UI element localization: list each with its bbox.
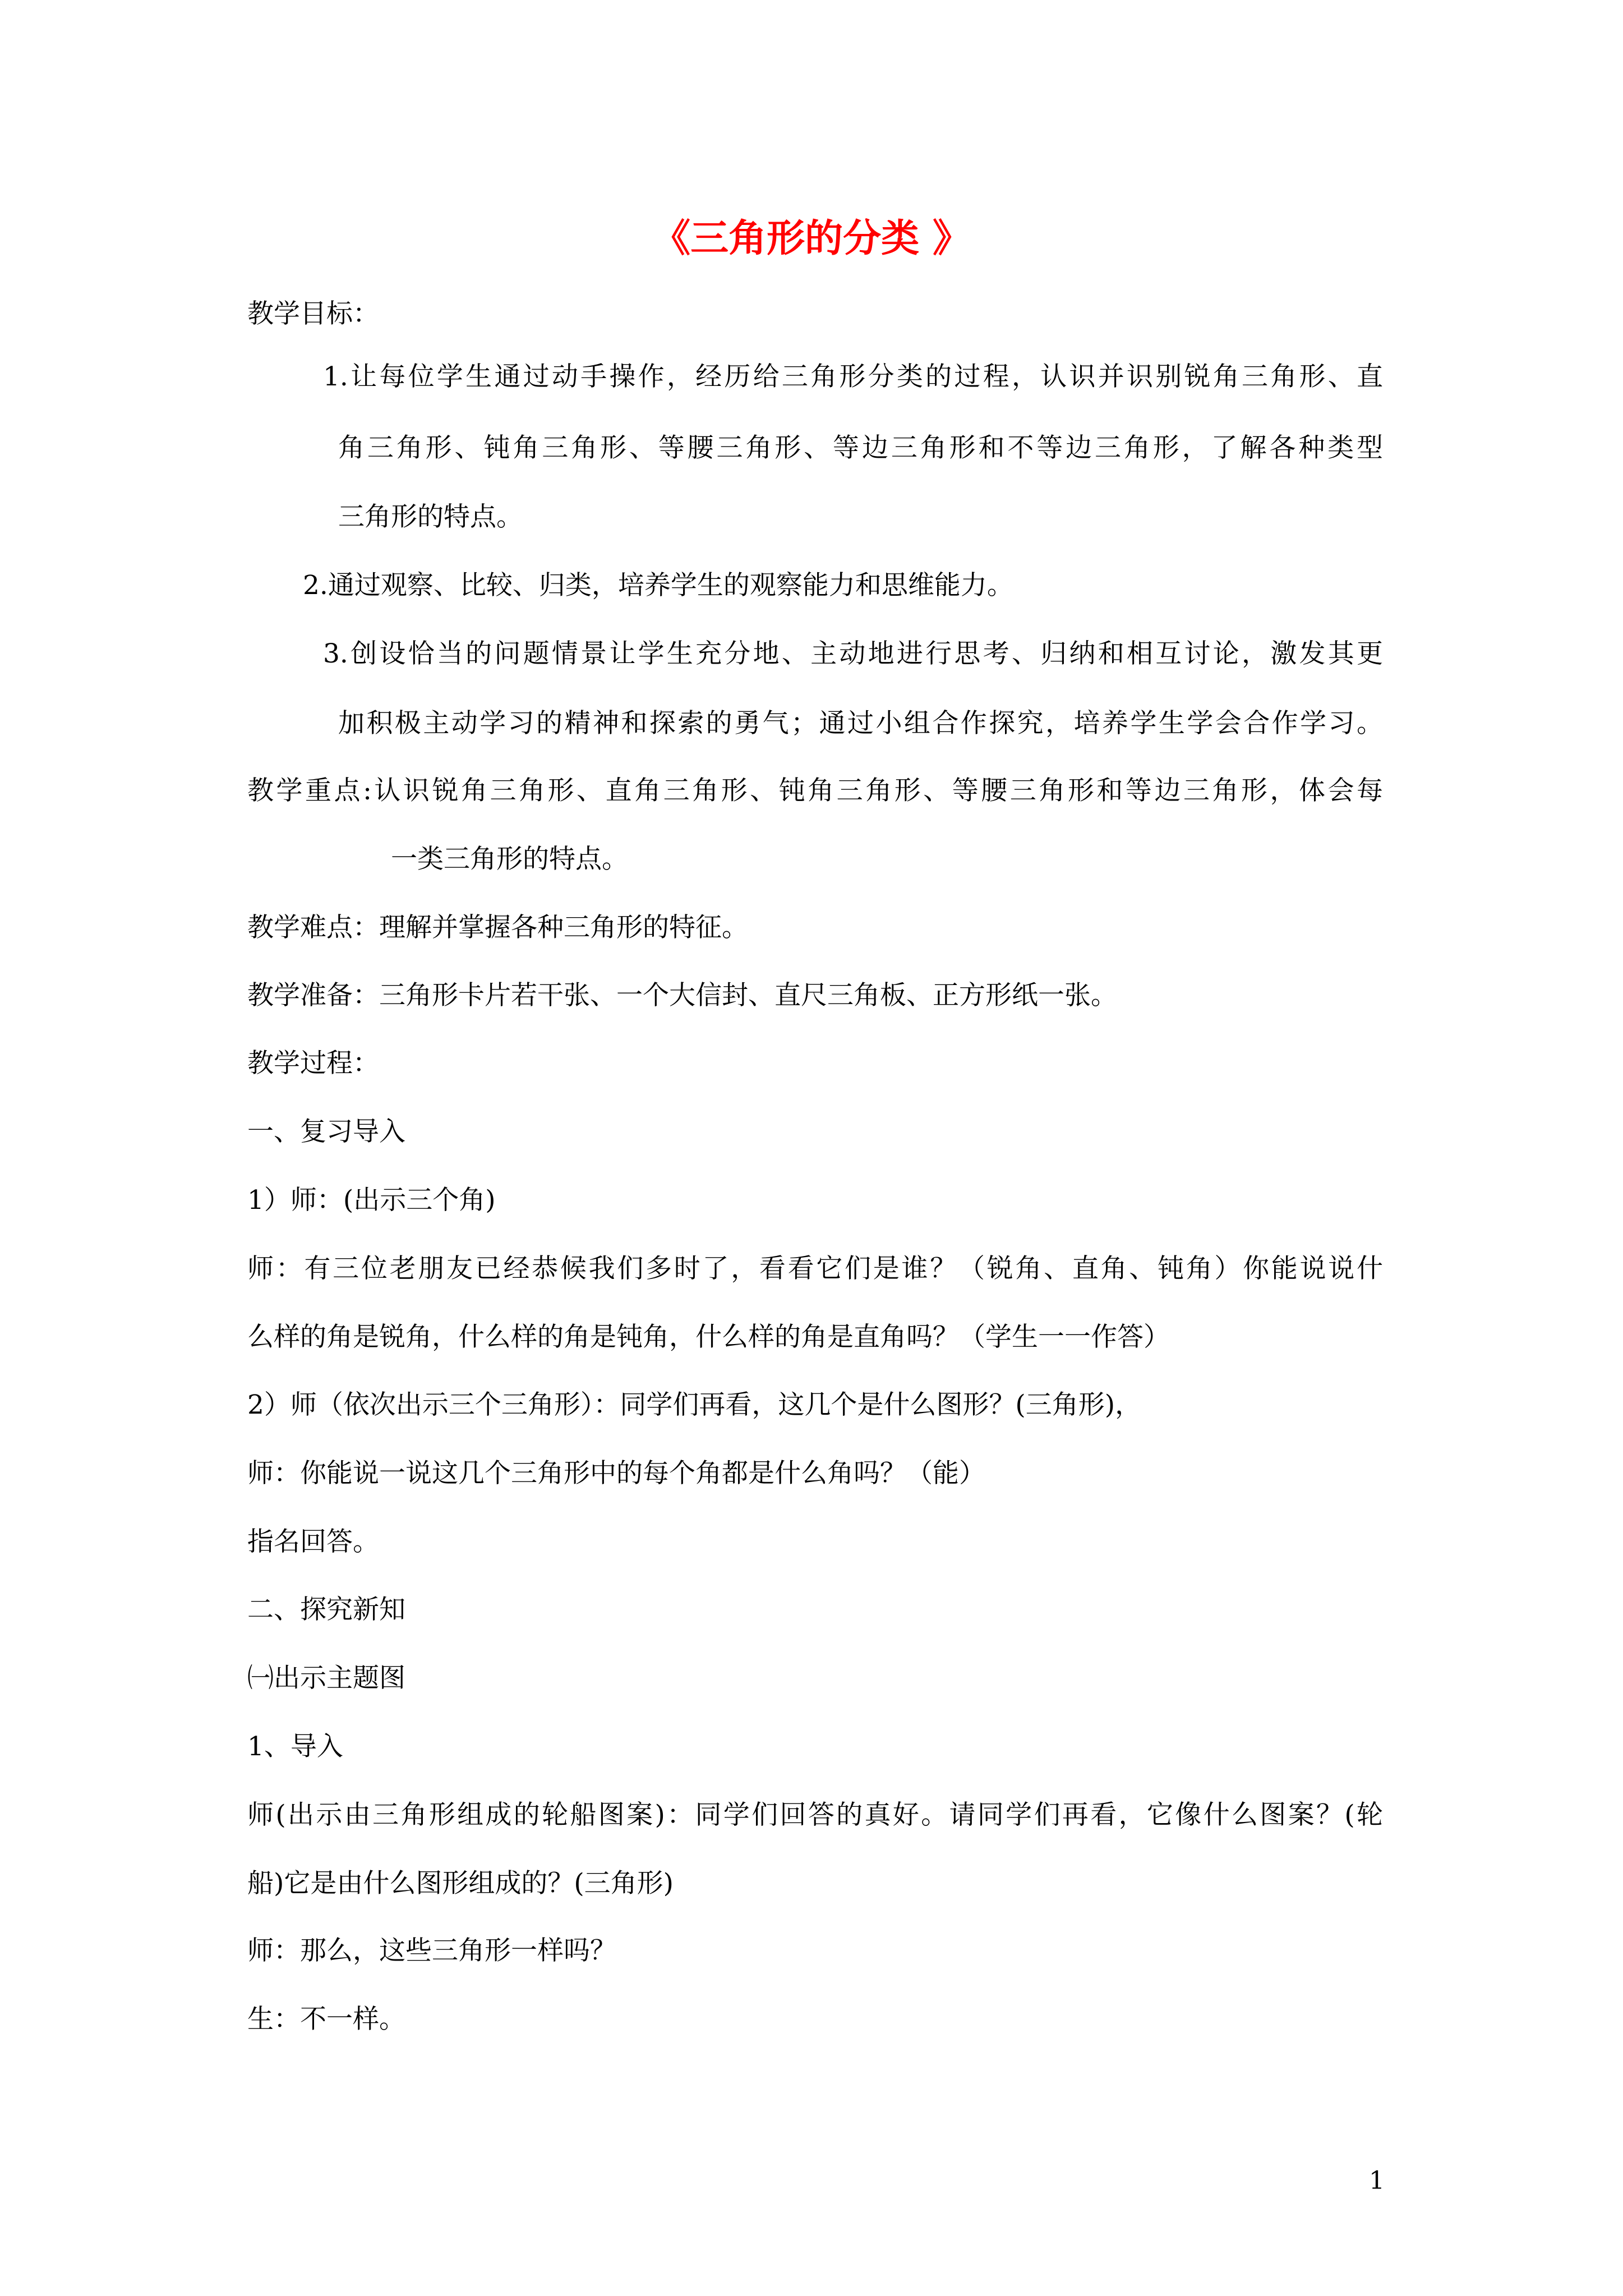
preparation: 教学准备：三角形卡片若干张、一个大信封、直尺三角板、正方形纸一张。 <box>247 980 1117 1011</box>
goal-2: 2.通过观察、比较、归类，培养学生的观察能力和思维能力。 <box>303 570 1013 601</box>
document-title: 《三角形的分类 》 <box>652 216 971 261</box>
goal-3-line-2: 加积极主动学习的精神和探索的勇气；通过小组合作探究，培养学生学会合作学习。 <box>338 708 1383 739</box>
goal-1-line-1: 1.让每位学生通过动手操作，经历给三角形分类的过程，认识并识别锐角三角形、直 <box>323 361 1383 392</box>
goal-1-line-3: 三角形的特点。 <box>338 501 523 532</box>
page-number: 1 <box>1369 2166 1385 2195</box>
goals-heading: 教学目标： <box>247 298 379 329</box>
key-points-line-2: 一类三角形的特点。 <box>391 844 628 875</box>
section-1-item-2: 2）师（依次出示三个三角形）：同学们再看，这几个是什么图形？(三角形)， <box>247 1389 1142 1420</box>
difficulty: 教学难点：理解并掌握各种三角形的特征。 <box>247 912 748 943</box>
section-2-teacher-1-line-2: 船)它是由什么图形组成的？(三角形) <box>247 1868 674 1899</box>
goal-1-line-2: 角三角形、钝角三角形、等腰三角形、等边三角形和不等边三角形，了解各种类型 <box>338 432 1383 463</box>
section-2-teacher-2: 师：那么，这些三角形一样吗？ <box>247 1935 616 1966</box>
section-2-sub-1: ㈠出示主题图 <box>247 1663 405 1694</box>
section-1-teacher-1-line-1: 师：有三位老朋友已经恭候我们多时了，看看它们是谁？（锐角、直角、钝角）你能说说什 <box>247 1253 1383 1284</box>
goal-3-line-1: 3.创设恰当的问题情景让学生充分地、主动地进行思考、归纳和相互讨论，激发其更 <box>323 638 1383 669</box>
section-1-item-1: 1）师：(出示三个角) <box>247 1185 496 1216</box>
section-1-answer: 指名回答。 <box>247 1526 379 1557</box>
section-2-student: 生：不一样。 <box>247 2004 405 2035</box>
section-2-teacher-1-line-1: 师(出示由三角形组成的轮船图案)：同学们回答的真好。请同学们再看，它像什么图案？(轮 <box>247 1800 1383 1830</box>
key-points-line-1: 教学重点:认识锐角三角形、直角三角形、钝角三角形、等腰三角形和等边三角形，体会每 <box>247 775 1383 806</box>
process-heading: 教学过程： <box>247 1048 379 1079</box>
section-1-heading: 一、复习导入 <box>247 1116 405 1147</box>
section-1-teacher-1-line-2: 么样的角是锐角，什么样的角是钝角，什么样的角是直角吗？（学生一一作答） <box>247 1322 1170 1352</box>
section-2-heading: 二、探究新知 <box>247 1594 405 1625</box>
section-1-teacher-2: 师：你能说一说这几个三角形中的每个角都是什么角吗？（能） <box>247 1458 985 1489</box>
section-2-item-1: 1、导入 <box>247 1731 343 1762</box>
